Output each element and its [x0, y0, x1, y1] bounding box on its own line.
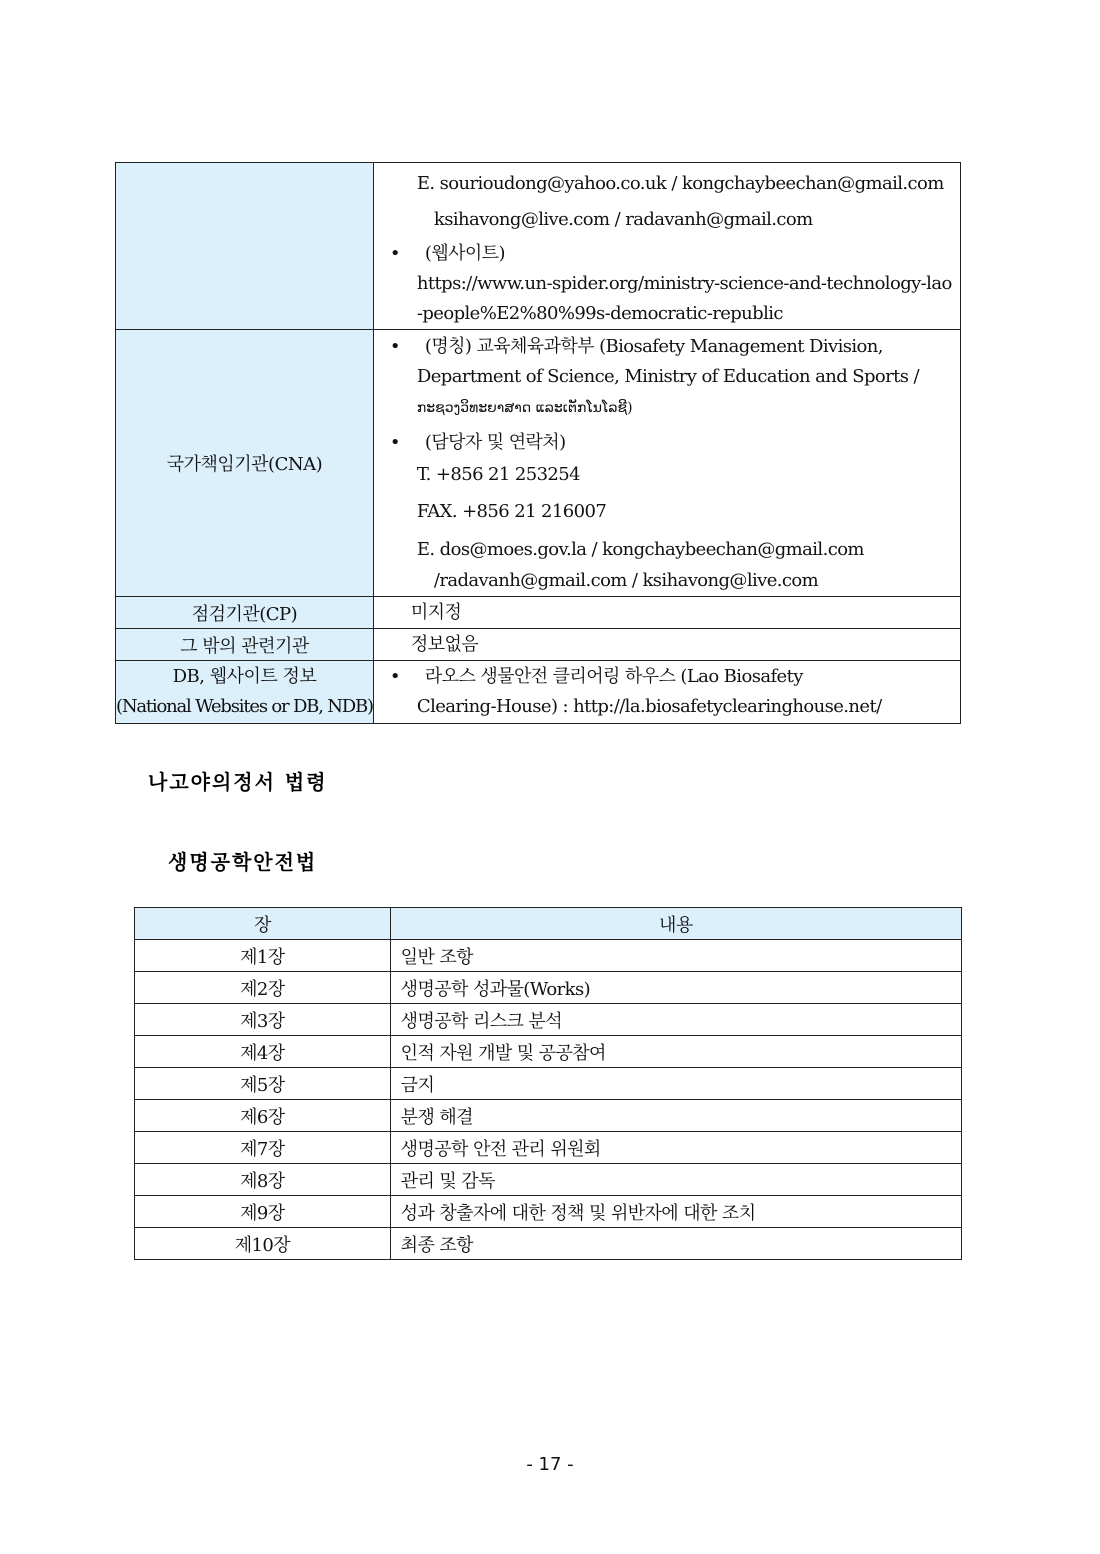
website-bullet	[382, 239, 952, 269]
table-row	[135, 1164, 962, 1196]
bullet-icon: •	[389, 432, 400, 453]
chapter-cell: 제10장	[135, 1228, 391, 1260]
content-cell: 생명공학 안전 관리 위원회	[390, 1132, 961, 1164]
chapter-cell: 제4장	[135, 1036, 391, 1068]
website-link[interactable]: -people%E2%80%99s-democratic-republic	[416, 303, 783, 324]
ndb-link[interactable]: Clearing-House) : http://la.biosafetyclearinghouse.net/	[416, 696, 882, 717]
table-row	[135, 1068, 962, 1100]
cna-name: (명칭) 교육체육과학부 (Biosafety Management Division,	[424, 336, 883, 357]
cna-name-bullet	[382, 332, 952, 362]
content-cell: 인적 자원 개발 및 공공참여	[390, 1036, 961, 1068]
table-row	[135, 1132, 962, 1164]
content-cell: 분쟁 해결	[390, 1100, 961, 1132]
table-row	[135, 940, 962, 972]
content-cell: 생명공학 리스크 분석	[390, 1004, 961, 1036]
cp-label: 점검기관(CP)	[116, 597, 374, 629]
law-chapter-table	[134, 907, 962, 1260]
bullet-icon: •	[389, 336, 400, 357]
table-row	[135, 1196, 962, 1228]
email-line: /radavanh@gmail.com / ksihavong@live.com	[433, 570, 819, 591]
content-cell: 성과 창출자에 대한 정책 및 위반자에 대한 조치	[390, 1196, 961, 1228]
email-line: ksihavong@live.com / radavanh@gmail.com	[433, 209, 813, 230]
chapter-cell: 제2장	[135, 972, 391, 1004]
section-heading: 나고야의정서 법령	[148, 770, 328, 794]
chapter-cell: 제1장	[135, 940, 391, 972]
content-cell: 생명공학 성과물(Works)	[390, 972, 961, 1004]
chapter-cell: 제7장	[135, 1132, 391, 1164]
cna-name-line: Department of Science, Ministry of Education and Sports /	[416, 366, 919, 387]
website-label: (웹사이트)	[424, 243, 505, 264]
subsection-heading: 생명공학안전법	[168, 850, 318, 874]
ndb-cell	[373, 661, 960, 724]
chapter-cell: 제3장	[135, 1004, 391, 1036]
contact-label: (담당자 및 연락처)	[424, 432, 566, 453]
email-line: E. dos@moes.gov.la / kongchaybeechan@gmail.com	[416, 539, 864, 560]
ndb-bullet	[382, 662, 952, 692]
content-cell: 관리 및 감독	[390, 1164, 961, 1196]
page-number: - 17 -	[526, 1454, 574, 1475]
other-agency-value: 정보없음	[373, 629, 960, 661]
content-cell: 금지	[390, 1068, 961, 1100]
header-chapter: 장	[135, 908, 391, 940]
email-line: E. sourioudong@yahoo.co.uk / kongchaybeechan@gmail.com	[416, 173, 944, 194]
cna-cell	[373, 330, 960, 597]
contact-cell	[373, 163, 960, 330]
tel-line: T. +856 21 253254	[416, 464, 580, 485]
chapter-cell: 제9장	[135, 1196, 391, 1228]
content-cell: 최종 조항	[390, 1228, 961, 1260]
chapter-cell: 제5장	[135, 1068, 391, 1100]
chapter-cell: 제8장	[135, 1164, 391, 1196]
table-header	[135, 908, 962, 940]
row-label-empty	[116, 163, 374, 330]
table-row	[135, 1228, 962, 1260]
table-row	[135, 1004, 962, 1036]
cna-label: 국가책임기관(CNA)	[116, 330, 374, 597]
cna-name-lao: ກະຊວງວິທະຍາສາດ ແລະເຕັກໂນໂລຊີ)	[416, 400, 633, 416]
table-row	[135, 1036, 962, 1068]
bullet-icon: •	[389, 666, 400, 687]
ndb-value: 라오스 생물안전 클리어링 하우스 (Lao Biosafety	[424, 666, 803, 687]
contact-info-table	[115, 162, 961, 724]
content-cell: 일반 조항	[390, 940, 961, 972]
website-link[interactable]: https://www.un-spider.org/ministry-science-and-technology-lao	[416, 273, 952, 294]
cp-value: 미지정	[373, 597, 960, 629]
ndb-label-line: DB, 웹사이트 정보	[172, 666, 317, 687]
bullet-icon: •	[389, 243, 400, 264]
table-row	[135, 1100, 962, 1132]
other-agency-label: 그 밖의 관련기관	[116, 629, 374, 661]
chapter-cell: 제6장	[135, 1100, 391, 1132]
fax-line: FAX. +856 21 216007	[416, 501, 607, 522]
header-content: 내용	[390, 908, 961, 940]
ndb-label	[116, 661, 374, 724]
cna-contact-bullet	[382, 428, 952, 458]
ndb-label-line: (National Websites or DB, NDB)	[116, 696, 373, 717]
table-row	[135, 972, 962, 1004]
